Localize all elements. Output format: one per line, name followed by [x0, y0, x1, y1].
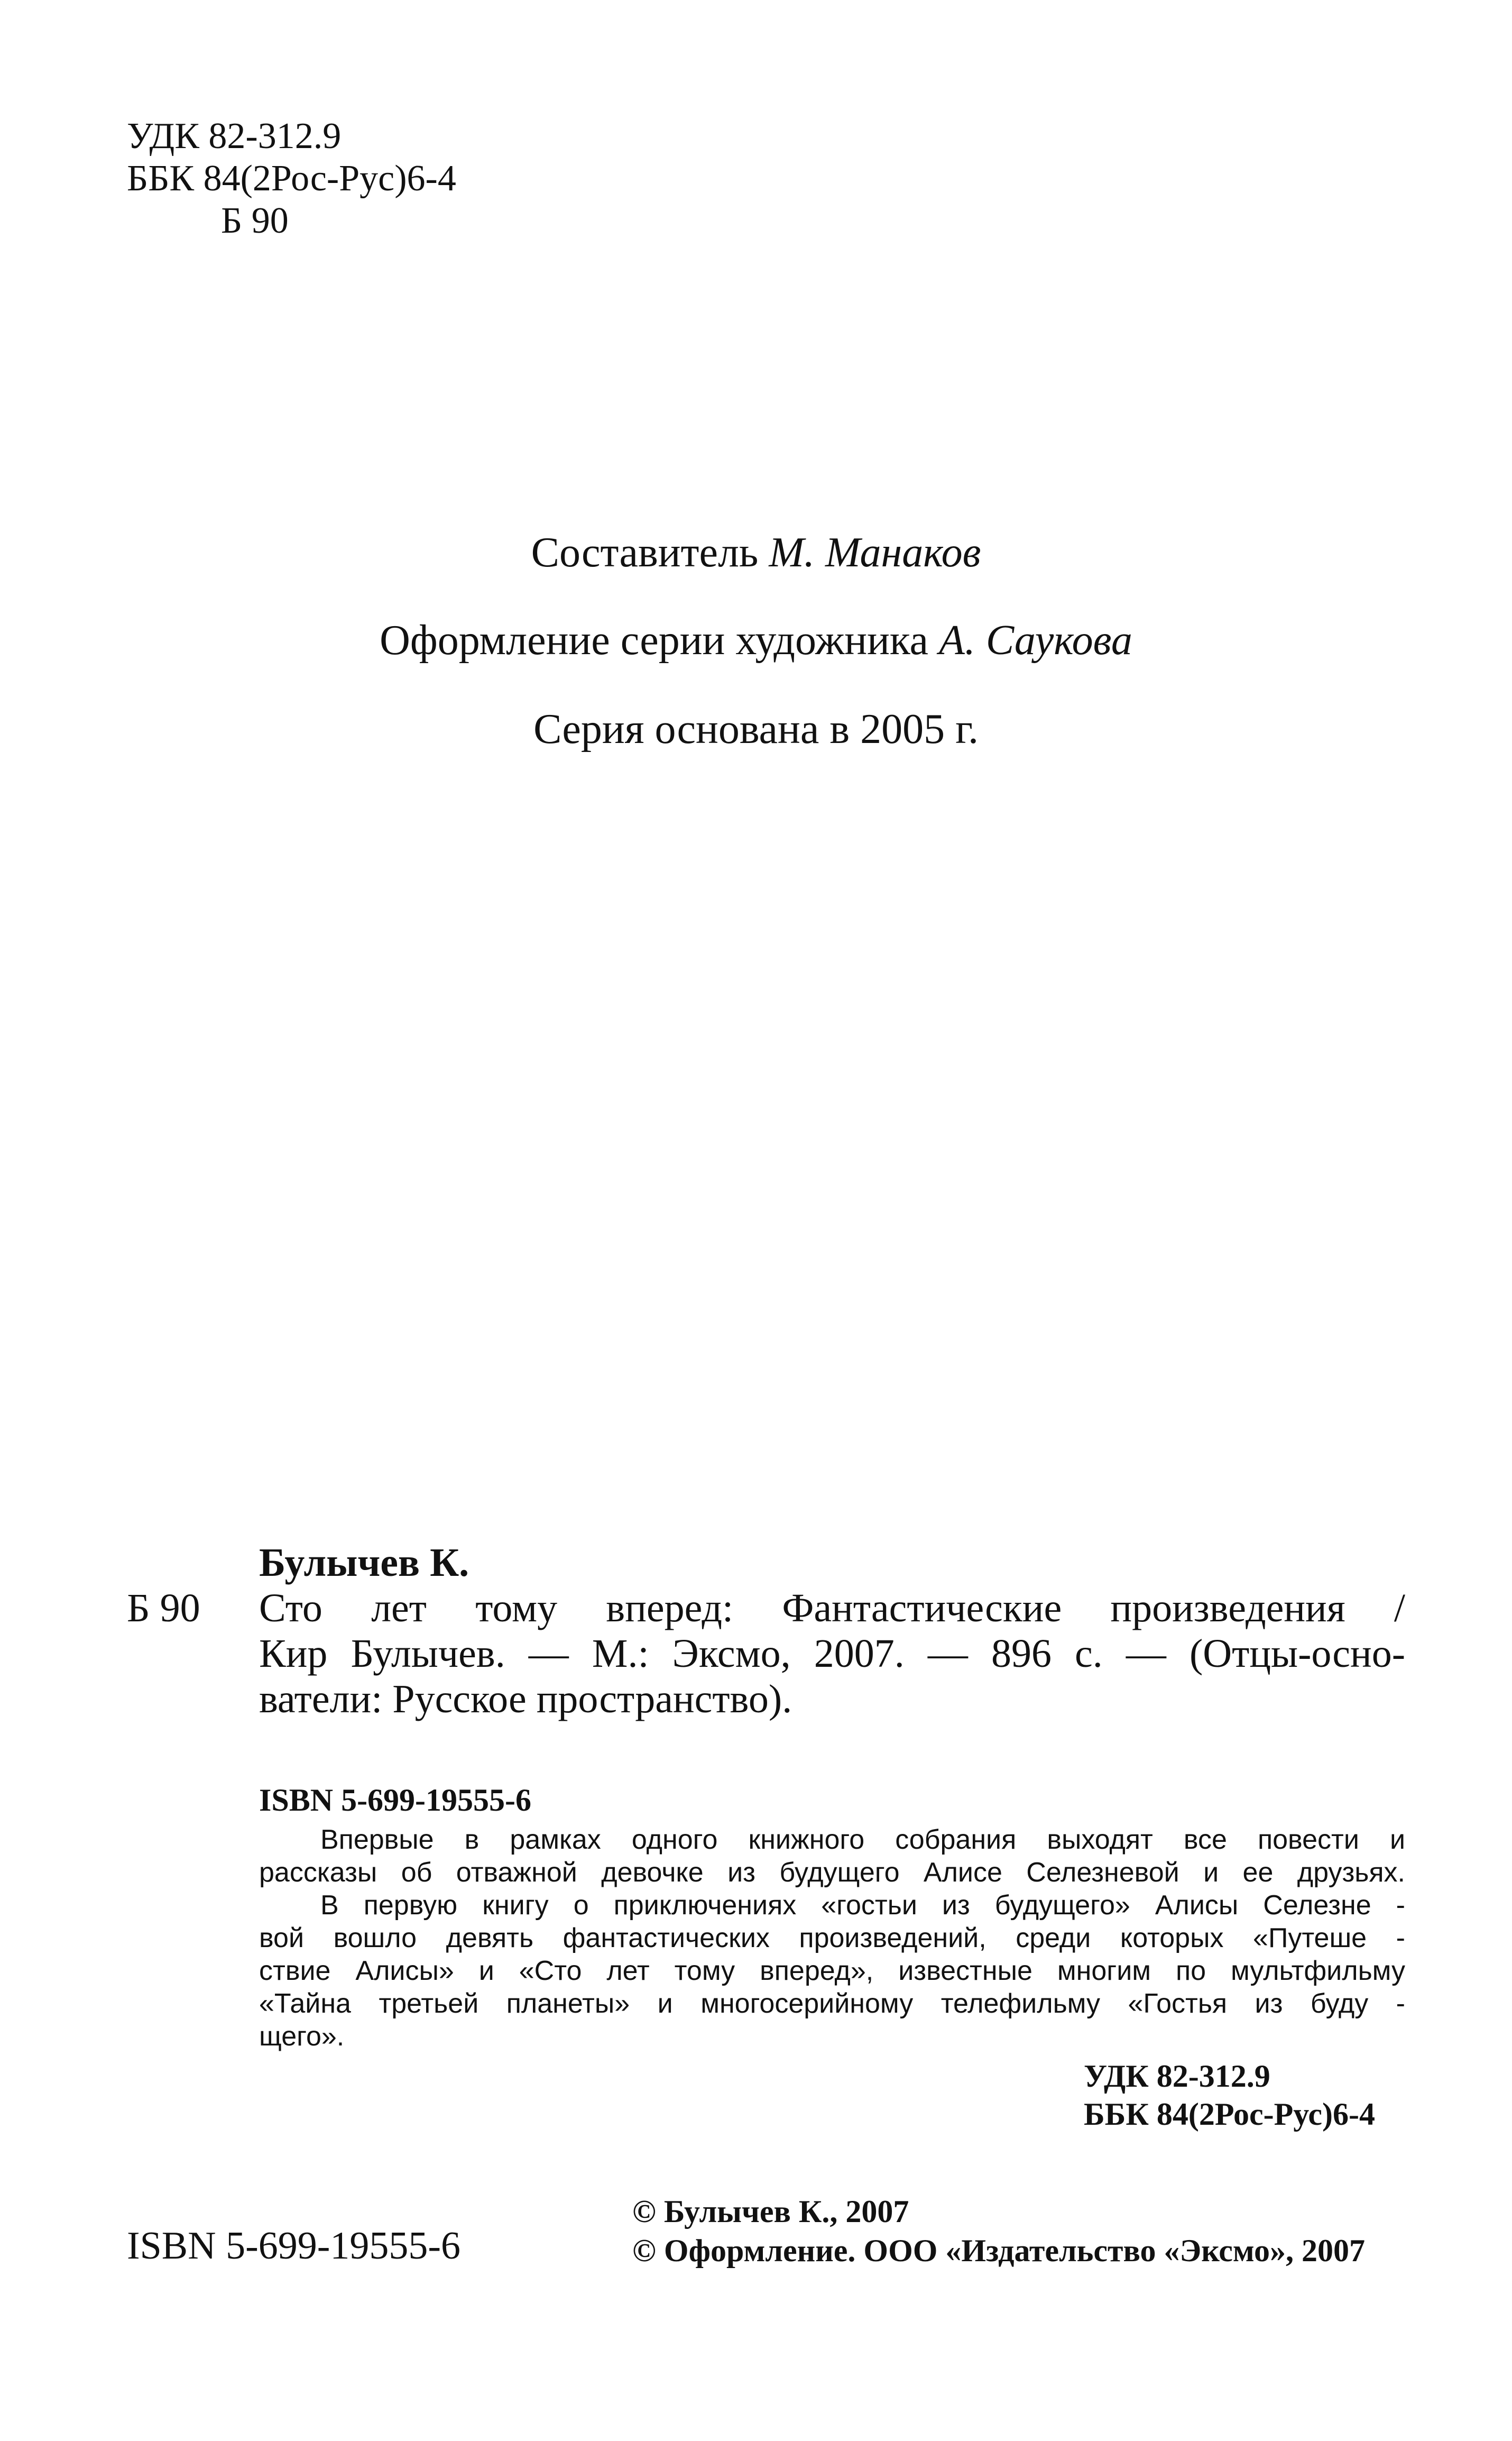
design-name: А. Саукова — [939, 617, 1132, 664]
author-mark: Б 90 — [221, 200, 289, 241]
title-line: Сто лет тому вперед: Фантастические произведения / — [259, 1586, 1405, 1630]
annotation-line: щего». — [259, 2021, 345, 2052]
compiler-credit — [0, 529, 1512, 577]
udk-code: УДК 82-312.9 — [127, 116, 342, 157]
record-title — [259, 1585, 1405, 1722]
compiler-name: М. Манаков — [769, 529, 981, 576]
annotation-line: В первую книгу о приключениях «гостьи из будущего» Алисы Селезне - — [320, 1890, 1405, 1921]
udk-code-repeat: УДК 82-312.9 — [1084, 2059, 1270, 2094]
classification-codes-repeat — [1084, 2057, 1375, 2133]
title-line: ватели: Русское пространство). — [259, 1677, 792, 1721]
annotation — [259, 1823, 1405, 2053]
title-line: Кир Булычев. — М.: Эксмо, 2007. — 896 с. — (Отцы-осно- — [259, 1631, 1405, 1676]
annotation-line: рассказы об отважной девочке из будущего Алисе Селезневой и ее друзьях. — [259, 1857, 1405, 1888]
copyright-block — [632, 2192, 1365, 2270]
classification-codes — [127, 115, 456, 242]
design-label: Оформление серии художника — [380, 617, 929, 664]
copyright-author: © Булычев К., 2007 — [632, 2194, 909, 2229]
footer-isbn: ISBN 5-699-19555-6 — [127, 2224, 461, 2268]
record-isbn: ISBN 5-699-19555-6 — [259, 1783, 532, 1818]
record-author-mark: Б 90 — [127, 1586, 200, 1630]
bbk-code-repeat: ББК 84(2Рос-Рус)6-4 — [1084, 2097, 1375, 2132]
compiler-label: Составитель — [531, 529, 759, 576]
annotation-line: Впервые в рамках одного книжного собрания выходят все повести и — [320, 1824, 1405, 1855]
series-founded: Серия основана в 2005 г. — [533, 706, 979, 753]
record-author: Булычев К. — [259, 1540, 469, 1585]
annotation-line: вой вошло девять фантастических произведений, среди которых «Путеше - — [259, 1923, 1405, 1953]
annotation-line: ствие Алисы» и «Сто лет тому вперед», известные многим по мультфильму — [259, 1956, 1405, 1986]
bbk-code: ББК 84(2Рос-Рус)6-4 — [127, 158, 456, 199]
design-credit — [0, 617, 1512, 665]
copyright-design: © Оформление. ООО «Издательство «Эксмо», 2007 — [632, 2233, 1365, 2268]
annotation-line: «Тайна третьей планеты» и многосерийному телефильму «Гостья из буду - — [259, 1988, 1405, 2019]
